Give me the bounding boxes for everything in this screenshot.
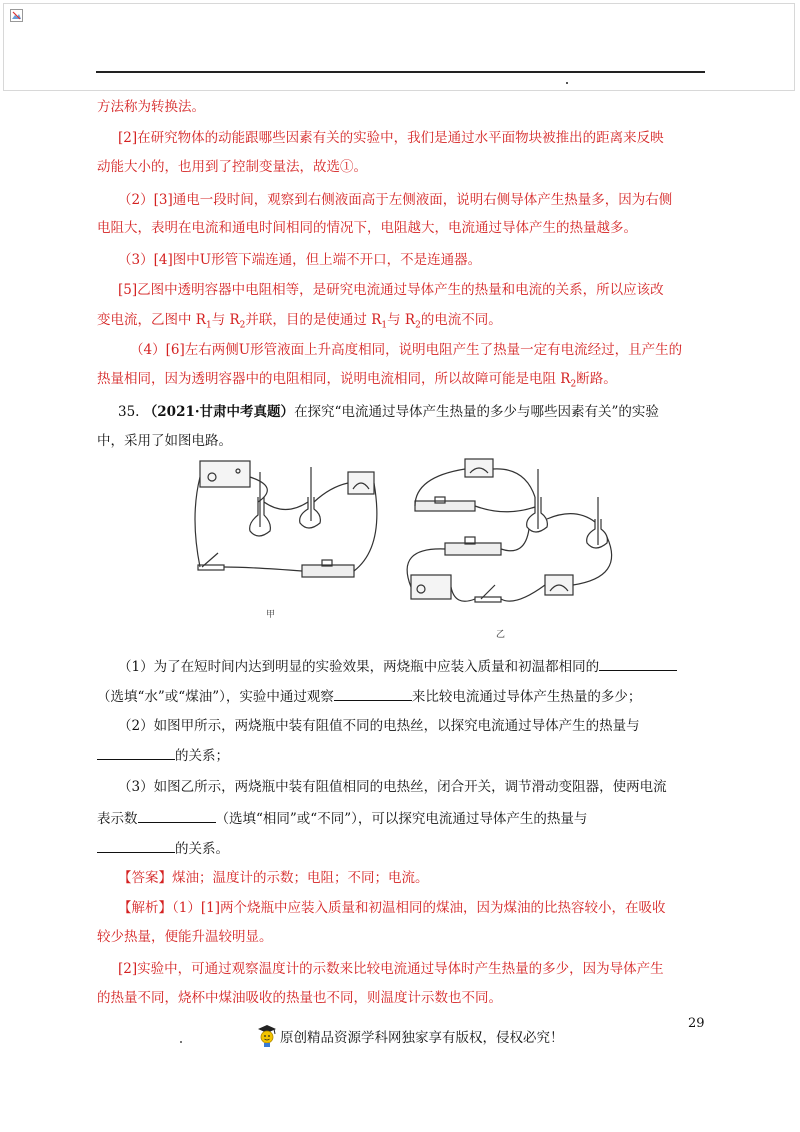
page-number: 29 — [688, 1016, 705, 1031]
sub-question-3-end — [97, 838, 705, 859]
answer-line: 动能大小的，也用到了控制变量法，故选①。 — [97, 159, 367, 175]
footer-dot — [180, 1041, 182, 1043]
footer — [256, 1024, 564, 1048]
sub-question-1 — [118, 656, 726, 677]
broken-image-icon — [10, 9, 23, 22]
question-stem: 中，采用了如图电路。 — [97, 433, 232, 449]
header-dot — [566, 82, 568, 84]
sub-question-3: （3）如图乙所示，两烧瓶中装有阻值相同的电热丝，闭合开关，调节滑动变阻器，使两电流 — [118, 779, 667, 795]
analysis-text: （1）[1]两个烧瓶中应装入质量和初温相同的煤油，因为煤油的比热容较小，在吸收 — [172, 900, 666, 916]
question-text: 的关系； — [175, 748, 229, 764]
sub-question-1-cont — [97, 686, 705, 707]
answer-blank[interactable] — [138, 808, 216, 823]
analysis-line: 较少热量，便能升温较明显。 — [97, 929, 273, 945]
question-text: 表示数 — [97, 811, 138, 827]
question-text: 来比较电流通过导体产生热量的多少； — [411, 689, 642, 705]
subscript: 2 — [239, 320, 246, 331]
subscript: 2 — [415, 320, 421, 331]
question-text: （选填“相同”或“不同”），可以探究电流通过导体产生的热量与 — [215, 811, 588, 827]
question-text: （选填“水”或“煤油”），实验中通过观察 — [97, 689, 334, 705]
sub-question-2: （2）如图甲所示，两烧瓶中装有阻值不同的电热丝，以探究电流通过导体产生的热量与 — [118, 718, 640, 734]
subscript: 2 — [570, 379, 577, 390]
answer-line: （3）[4]图中U形管下端连通，但上端不开口，不是连通器。 — [118, 252, 482, 268]
question-text: 在探究“电流通过导体产生热量的多少与哪些因素有关”的实验 — [294, 404, 659, 420]
sub-question-2-cont — [97, 745, 705, 766]
copyright-notice: 原创精品资源学科网独家享有版权，侵权必究！ — [280, 1030, 564, 1046]
question-text: （1）为了在短时间内达到明显的实验效果，两烧瓶中应装入质量和初温都相同的 — [118, 659, 600, 675]
subscript: 1 — [381, 320, 388, 331]
analysis-line — [118, 898, 726, 918]
answer-line: 方法称为转换法。 — [97, 99, 205, 115]
answer-blank[interactable] — [599, 656, 677, 671]
answer-text: 与 R — [211, 312, 240, 328]
answer-blank[interactable] — [97, 838, 175, 853]
answer-blank[interactable] — [334, 686, 412, 701]
answer-line: [5]乙图中透明容器中电阻相等，是研究电流通过导体产生的热量和电流的关系，所以应该改 — [118, 282, 664, 298]
header-rule — [96, 71, 705, 73]
answer-text: 热量相同，因为透明容器中的电阻相同，说明电流相同，所以故障可能是电阻 R — [97, 371, 571, 387]
header-frame — [3, 3, 795, 91]
mascot-graduate-icon — [256, 1024, 278, 1048]
subscript: 1 — [205, 320, 212, 331]
answer-text: 并联，目的是使通过 R — [245, 312, 382, 328]
answer-tag: 【答案】 — [118, 870, 172, 886]
answer-blank[interactable] — [97, 745, 175, 760]
answer-line — [97, 369, 705, 395]
figure-label-right: 乙 — [496, 630, 506, 640]
analysis-line: 的热量不同，烧杯中煤油吸收的热量也不同，则温度计示数也不同。 — [97, 990, 502, 1006]
answer-key — [118, 868, 726, 888]
answer-line: 电阻大，表明在电流和通电时间相同的情况下，电阻越大，电流通过导体产生的热量越多。 — [97, 220, 637, 236]
question-text: 的关系。 — [175, 841, 229, 857]
answer-line: （2）[3]通电一段时间，观察到右侧液面高于左侧液面，说明右侧导体产生热量多，因为右侧 — [118, 192, 673, 208]
analysis-tag: 【解析】 — [118, 900, 172, 916]
answer-line: [2]在研究物体的动能跟哪些因素有关的实验中，我们是通过水平面物块被推出的距离来反映 — [118, 130, 664, 146]
sub-question-3-cont — [97, 808, 705, 829]
question-number: 35. — [118, 404, 140, 420]
figure-label-left: 甲 — [266, 610, 276, 620]
question-source: （2021·甘肃中考真题） — [143, 404, 295, 420]
answer-text: 的电流不同。 — [420, 312, 502, 328]
answer-line: （4）[6]左右两侧U形管液面上升高度相同，说明电阻产生了热量一定有电流经过，且产生的 — [130, 342, 683, 358]
circuit-figure — [190, 457, 620, 642]
answer-text: 与 R — [387, 312, 416, 328]
answer-text: 断路。 — [576, 371, 617, 387]
question-stem — [118, 402, 726, 422]
answer-line — [97, 310, 705, 336]
answer-text: 变电流，乙图中 R — [97, 312, 206, 328]
answer-text: 煤油；温度计的示数；电阻；不同；电流。 — [172, 870, 429, 886]
analysis-line: [2]实验中，可通过观察温度计的示数来比较电流通过导体时产生热量的多少，因为导体产生 — [118, 961, 664, 977]
